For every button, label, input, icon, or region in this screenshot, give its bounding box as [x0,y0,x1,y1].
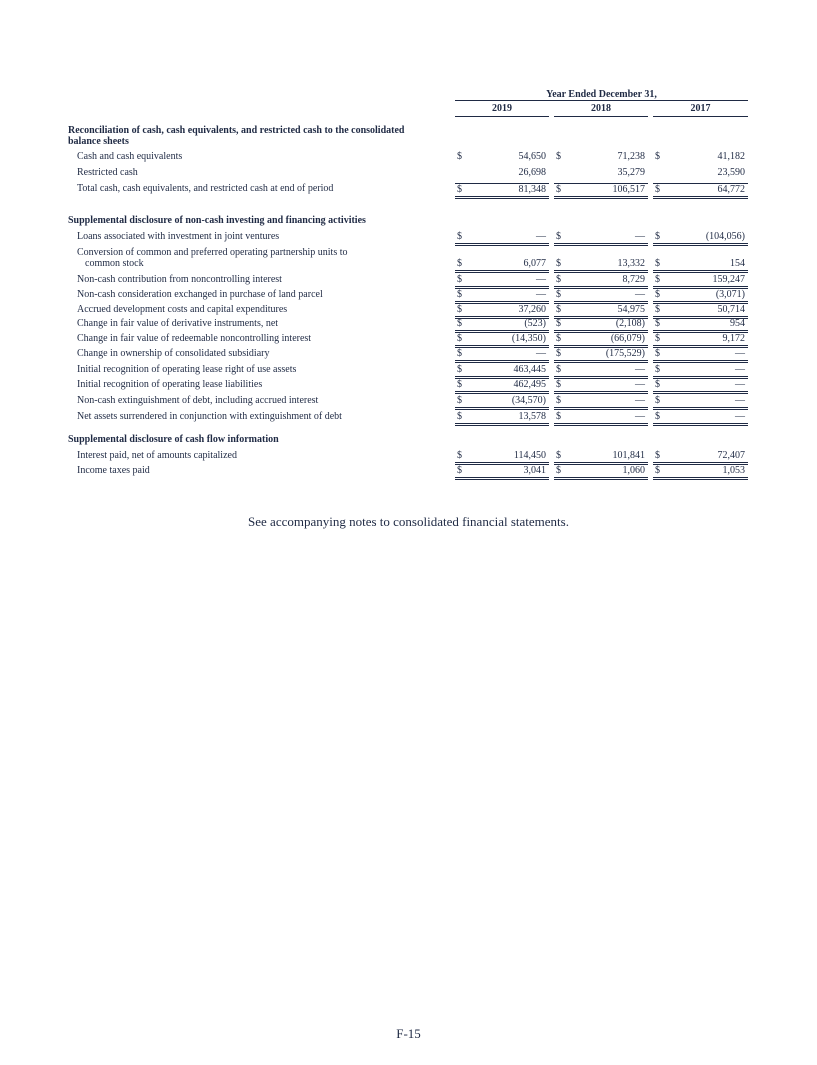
cell-value: 8,729 [622,274,645,285]
cell-2018 [554,465,648,480]
row-label: Non-cash consideration exchanged in purchase of land parcel [77,289,323,300]
cell-value: — [735,395,745,406]
section-title-noncash: Supplemental disclosure of non-cash investing and financing activities [68,215,366,226]
cell-value: 72,407 [717,450,745,461]
cell-2018 [554,333,648,348]
dollar-sign: $ [556,333,561,344]
row-label [77,247,377,269]
cell-value: 1,053 [722,465,745,476]
row-label: Cash and cash equivalents [77,151,183,162]
cell-2019 [455,304,549,319]
cell-value: (34,570) [511,395,546,406]
cell-value: — [735,411,745,422]
cell-value: — [635,289,645,300]
dollar-sign: $ [556,348,561,359]
dollar-sign: $ [655,465,660,476]
cell-value: — [635,231,645,242]
dollar-sign: $ [457,304,462,315]
row-label: Non-cash extinguishment of debt, including accrued interest [77,395,319,406]
cell-value: 54,650 [518,151,546,162]
cell-value: 64,772 [717,184,745,195]
cell-value: 81,348 [518,184,546,195]
dollar-sign: $ [655,258,660,269]
cell-2017 [653,411,748,426]
dollar-sign: $ [655,395,660,406]
cell-value: — [536,231,546,242]
period-header: Year Ended December 31, [546,89,657,100]
dollar-sign: $ [556,274,561,285]
section-title-cash-flow: Supplemental disclosure of cash flow information [68,434,279,445]
cell-2017 [653,167,748,179]
dollar-sign: $ [655,348,660,359]
dollar-sign: $ [457,379,462,390]
dollar-sign: $ [457,231,462,242]
dollar-sign: $ [655,231,660,242]
cell-value: (175,529) [605,348,645,359]
cell-value: 13,332 [617,258,645,269]
cell-value: — [735,379,745,390]
cell-value: 37,260 [518,304,546,315]
row-label: Restricted cash [77,167,138,178]
row-label: Change in fair value of derivative instruments, net [77,318,279,329]
cell-2019 [455,318,549,333]
dollar-sign: $ [655,364,660,375]
dollar-sign: $ [655,411,660,422]
dollar-sign: $ [457,274,462,285]
cell-2018 [554,231,648,246]
cell-2018 [554,258,648,273]
cell-value: 159,247 [712,274,745,285]
row-label: Loans associated with investment in joint ventures [77,231,280,242]
section-title-text: Reconciliation of cash, cash equivalents, and restricted cash to the consolidated balance sheets [68,125,405,147]
cell-2019 [455,151,549,163]
dollar-sign: $ [655,151,660,162]
cell-2017 [653,289,748,304]
row-label: Net assets surrendered in conjunction with extinguishment of debt [77,411,342,422]
column-header-2019: 2019 [492,103,512,114]
dollar-sign: $ [556,411,561,422]
cell-2018 [554,411,648,426]
dollar-sign: $ [556,184,561,195]
cell-2017 [653,395,748,410]
row-label: Change in fair value of redeemable noncontrolling interest [77,333,312,344]
cell-value: 9,172 [722,333,745,344]
cell-value: 13,578 [518,411,546,422]
cell-2019 [455,333,549,348]
cell-value: — [635,364,645,375]
dollar-sign: $ [655,289,660,300]
cell-2019 [455,450,549,465]
dollar-sign: $ [556,231,561,242]
cell-value: (523) [524,318,546,329]
dollar-sign: $ [556,318,561,329]
cell-value: 1,060 [622,465,645,476]
cell-value: — [536,348,546,359]
dollar-sign: $ [457,333,462,344]
cell-2019 [455,364,549,379]
dollar-sign: $ [457,151,462,162]
dollar-sign: $ [556,379,561,390]
cell-value: (3,071) [715,289,745,300]
dollar-sign: $ [556,304,561,315]
dollar-sign: $ [457,364,462,375]
cell-2017 [653,258,748,273]
cell-2018 [554,151,648,163]
row-label: Total cash, cash equivalents, and restricted cash at end of period [77,183,334,194]
cell-2017 [653,183,748,199]
cell-value: — [735,348,745,359]
cell-value: — [536,274,546,285]
cell-2017 [653,304,748,319]
cell-2019 [455,411,549,426]
row-label-line1: Conversion of common and preferred operating partnership units to [77,247,348,258]
period-header-rule [455,100,748,101]
cell-value: 50,714 [717,304,745,315]
cell-value: — [635,411,645,422]
cell-2019 [455,289,549,304]
cell-value: 463,445 [513,364,546,375]
cell-2018 [554,364,648,379]
row-label: Accrued development costs and capital expenditures [77,304,288,315]
dollar-sign: $ [457,258,462,269]
cell-value: (2,108) [615,318,645,329]
row-label: Change in ownership of consolidated subsidiary [77,348,270,359]
cell-value: 23,590 [717,167,745,178]
row-label: Initial recognition of operating lease right of use assets [77,364,297,375]
dollar-sign: $ [655,274,660,285]
dollar-sign: $ [655,304,660,315]
cell-value: 106,517 [612,184,645,195]
cell-2017 [653,364,748,379]
dollar-sign: $ [655,333,660,344]
dollar-sign: $ [457,184,462,195]
column-header-rule [653,116,748,117]
cell-2017 [653,450,748,465]
column-header-rule [554,116,648,117]
cell-2019 [455,167,549,179]
dollar-sign: $ [457,411,462,422]
section-title-reconciliation [68,125,438,147]
cell-2019 [455,379,549,394]
cell-2017 [653,348,748,363]
cell-2017 [653,379,748,394]
cell-value: (104,056) [705,231,745,242]
cell-2018 [554,379,648,394]
column-header-2017: 2017 [690,103,711,114]
cell-2018 [554,274,648,289]
cell-value: 6,077 [523,258,546,269]
cell-2018 [554,167,648,179]
cell-value: 101,841 [612,450,645,461]
cell-value: 54,975 [617,304,645,315]
dollar-sign: $ [457,465,462,476]
cell-2017 [653,465,748,480]
cell-2019 [455,231,549,246]
cell-2019 [455,348,549,363]
cell-2017 [653,151,748,163]
cell-2018 [554,450,648,465]
cell-2018 [554,304,648,319]
cell-value: (14,350) [511,333,546,344]
dollar-sign: $ [655,184,660,195]
dollar-sign: $ [556,258,561,269]
dollar-sign: $ [556,289,561,300]
dollar-sign: $ [556,450,561,461]
cell-2018 [554,348,648,363]
cell-2017 [653,333,748,348]
dollar-sign: $ [457,348,462,359]
cell-value: 26,698 [518,167,546,178]
row-label: Initial recognition of operating lease liabilities [77,379,263,390]
dollar-sign: $ [457,395,462,406]
cell-value: 154 [730,258,745,269]
cell-value: 35,279 [617,167,645,178]
dollar-sign: $ [556,151,561,162]
dollar-sign: $ [655,450,660,461]
cell-2019 [455,395,549,410]
cell-value: 71,238 [617,151,645,162]
cell-value: (66,079) [610,333,645,344]
cell-2017 [653,274,748,289]
column-header-rule [455,116,549,117]
dollar-sign: $ [457,318,462,329]
page-number: F-15 [396,1026,421,1041]
row-label-line2: common stock [85,258,144,269]
cell-value: 3,041 [523,465,546,476]
row-label: Non-cash contribution from noncontrolling interest [77,274,282,285]
dollar-sign: $ [556,465,561,476]
column-header-2018: 2018 [591,103,611,114]
cell-value: 462,495 [513,379,546,390]
cell-2018 [554,289,648,304]
row-label: Interest paid, net of amounts capitalized [77,450,237,461]
cell-2018 [554,395,648,410]
cell-value: — [635,379,645,390]
cell-value: 114,450 [513,450,546,461]
cell-2019 [455,258,549,273]
cell-2019 [455,465,549,480]
cell-2017 [653,231,748,246]
dollar-sign: $ [655,379,660,390]
cell-2018 [554,318,648,333]
dollar-sign: $ [556,395,561,406]
cell-value: — [536,289,546,300]
cell-value: — [735,364,745,375]
cell-value: 954 [730,318,745,329]
footer-note: See accompanying notes to consolidated financial statements. [248,514,569,529]
cell-2019 [455,274,549,289]
dollar-sign: $ [457,289,462,300]
dollar-sign: $ [655,318,660,329]
cell-2019 [455,183,549,199]
cell-2018 [554,183,648,199]
cell-value: — [635,395,645,406]
dollar-sign: $ [457,450,462,461]
cell-2017 [653,318,748,333]
cell-value: 41,182 [717,151,745,162]
row-label: Income taxes paid [77,465,150,476]
dollar-sign: $ [556,364,561,375]
